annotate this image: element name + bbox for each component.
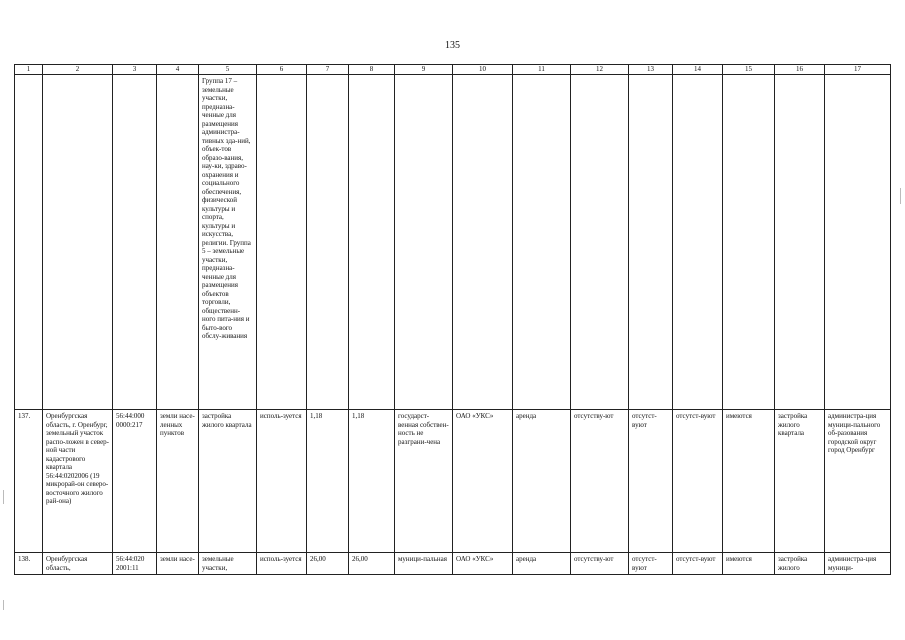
table-cell: исполь-зуется (257, 553, 307, 575)
table-cell (307, 75, 349, 410)
scan-margin-mark (3, 600, 4, 610)
column-number: 13 (629, 65, 673, 75)
table-cell: 26,00 (349, 553, 395, 575)
table-cell: земельные участки, (199, 553, 257, 575)
table-cell: аренда (513, 410, 571, 553)
land-register-table (14, 64, 891, 575)
table-cell: Оренбургская область, (43, 553, 113, 575)
table-cell: исполь-зуется (257, 410, 307, 553)
table-cell (629, 75, 673, 410)
table-cell: 56:44:000 0000:217 (113, 410, 157, 553)
table-cell: отсутству-ют (571, 410, 629, 553)
table-cell: 1,18 (307, 410, 349, 553)
table-cell: аренда (513, 553, 571, 575)
table-cell: земли насе-ленных пунктов (157, 410, 199, 553)
table-cell: отсутст-вуют (673, 553, 723, 575)
table-cell (825, 75, 891, 410)
column-number: 3 (113, 65, 157, 75)
table-cell (513, 75, 571, 410)
table-cell: муници-пальная (395, 553, 453, 575)
column-number: 10 (453, 65, 513, 75)
table-cell: ОАО «УКС» (453, 410, 513, 553)
table-cell (775, 75, 825, 410)
table-cell (15, 75, 43, 410)
table-cell: застройка жилого квартала (199, 410, 257, 553)
table-cell: застройка жилого (775, 553, 825, 575)
table-cell: 56:44:020 2001:11 (113, 553, 157, 575)
column-number: 16 (775, 65, 825, 75)
column-number: 14 (673, 65, 723, 75)
table-cell: 138. (15, 553, 43, 575)
column-number: 17 (825, 65, 891, 75)
table-cell: отсутст-вуют (673, 410, 723, 553)
scan-margin-mark (900, 188, 901, 204)
column-number: 11 (513, 65, 571, 75)
table-cell: 1,18 (349, 410, 395, 553)
table-row (15, 75, 891, 410)
column-number: 4 (157, 65, 199, 75)
table-cell: отсутству-ют (571, 553, 629, 575)
table-cell: государст-венная собствен-ность не разграни-чена (395, 410, 453, 553)
table-cell: ОАО «УКС» (453, 553, 513, 575)
table-cell (453, 75, 513, 410)
column-number: 6 (257, 65, 307, 75)
table-cell: застройка жилого квартала (775, 410, 825, 553)
table-cell (723, 75, 775, 410)
column-number: 12 (571, 65, 629, 75)
table-cell: имеются (723, 553, 775, 575)
table-cell: Оренбургская область, г. Оренбург, земельный участок распо-ложен в север-ной части кадастрового квартала 56:44:0202006 (19 микрорай-он северо-восточного жилого рай-она) (43, 410, 113, 553)
column-number: 1 (15, 65, 43, 75)
table-cell (395, 75, 453, 410)
table-cell: администра-ция муници- (825, 553, 891, 575)
table-cell: земли насе- (157, 553, 199, 575)
table-cell: отсутст-вуют (629, 553, 673, 575)
table-cell (157, 75, 199, 410)
page-number: 135 (445, 40, 460, 51)
table-cell: отсутст-вуют (629, 410, 673, 553)
table-cell: 137. (15, 410, 43, 553)
table-cell (43, 75, 113, 410)
table-cell (349, 75, 395, 410)
column-number: 7 (307, 65, 349, 75)
column-number: 9 (395, 65, 453, 75)
table-cell (673, 75, 723, 410)
column-number: 8 (349, 65, 395, 75)
table-cell: имеются (723, 410, 775, 553)
table-cell: администра-ция муници-пального об-разования городской округ город Оренбург (825, 410, 891, 553)
table-row (15, 410, 891, 553)
column-number: 15 (723, 65, 775, 75)
header-row (15, 65, 891, 75)
table-cell: Группа 17 – земельные участки, предназна-ченные для размещения администра-тивных зда-ний, объек-тов образо-вания, нау-ки, здраво-охранения и социального обеспечения, физической культуры и спорта, культуры и искусства, религии. Группа 5 – земельные участки, предназна-ченные для размещения объектов торговли, общественн-ного пита-ния и быто-вого обслу-живания (199, 75, 257, 410)
scan-margin-mark (3, 490, 4, 504)
table-cell: 26,00 (307, 553, 349, 575)
table-cell (257, 75, 307, 410)
table-row (15, 553, 891, 575)
column-number: 2 (43, 65, 113, 75)
table-cell (571, 75, 629, 410)
table-cell (113, 75, 157, 410)
column-number: 5 (199, 65, 257, 75)
